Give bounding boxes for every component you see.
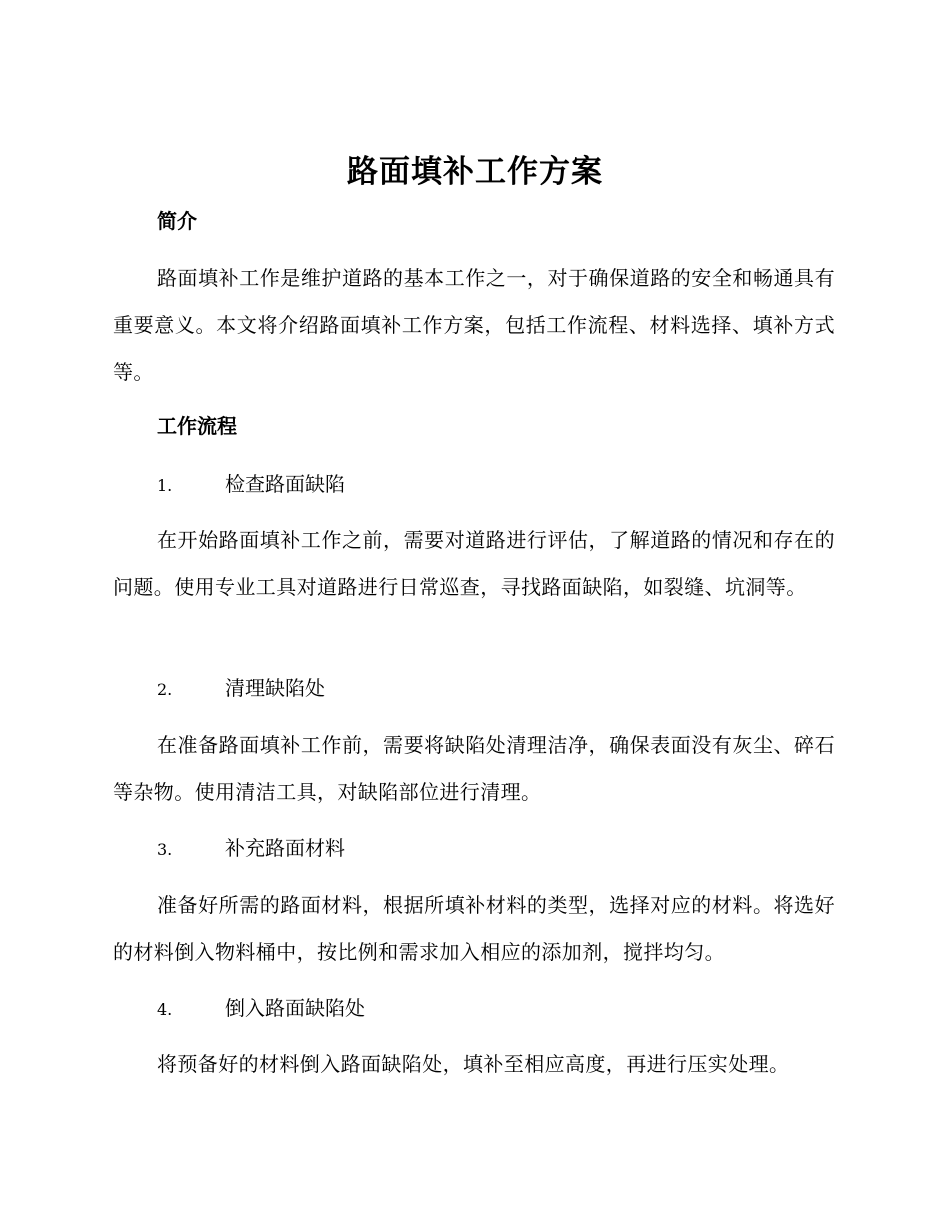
step-title: 清理缺陷处 bbox=[225, 676, 325, 700]
step-title: 检查路面缺陷 bbox=[225, 472, 345, 496]
intro-heading: 简介 bbox=[157, 209, 197, 233]
step-4-paragraph: 将预备好的材料倒入路面缺陷处，填补至相应高度，再进行压实处理。 bbox=[157, 1052, 790, 1076]
step-3-paragraph: 准备好所需的路面材料，根据所填补材料的类型，选择对应的材料。将选好的材料倒入物料桶中，按比例和需求加入相应的添加剂，搅拌均匀。 bbox=[113, 893, 835, 964]
step-number: 1. bbox=[157, 476, 173, 495]
step-1-paragraph: 在开始路面填补工作之前，需要对道路进行评估，了解道路的情况和存在的问题。使用专业工具对道路进行日常巡查，寻找路面缺陷，如裂缝、坑洞等。 bbox=[113, 528, 835, 599]
step-title: 倒入路面缺陷处 bbox=[225, 996, 365, 1020]
intro-paragraph: 路面填补工作是维护道路的基本工作之一，对于确保道路的安全和畅通具有重要意义。本文将介绍路面填补工作方案，包括工作流程、材料选择、填补方式等。 bbox=[113, 266, 835, 384]
step-2-heading bbox=[157, 674, 325, 704]
step-3-heading bbox=[157, 834, 345, 864]
process-heading: 工作流程 bbox=[157, 414, 237, 438]
step-number: 3. bbox=[157, 840, 173, 859]
document-title: 路面填补工作方案 bbox=[347, 154, 603, 190]
step-title: 补充路面材料 bbox=[225, 836, 345, 860]
step-1-heading bbox=[157, 470, 345, 500]
step-2-paragraph: 在准备路面填补工作前，需要将缺陷处清理洁净，确保表面没有灰尘、碎石等杂物。使用清洁工具，对缺陷部位进行清理。 bbox=[113, 733, 835, 804]
step-number: 4. bbox=[157, 1000, 173, 1019]
step-number: 2. bbox=[157, 680, 173, 699]
step-4-heading bbox=[157, 994, 365, 1024]
